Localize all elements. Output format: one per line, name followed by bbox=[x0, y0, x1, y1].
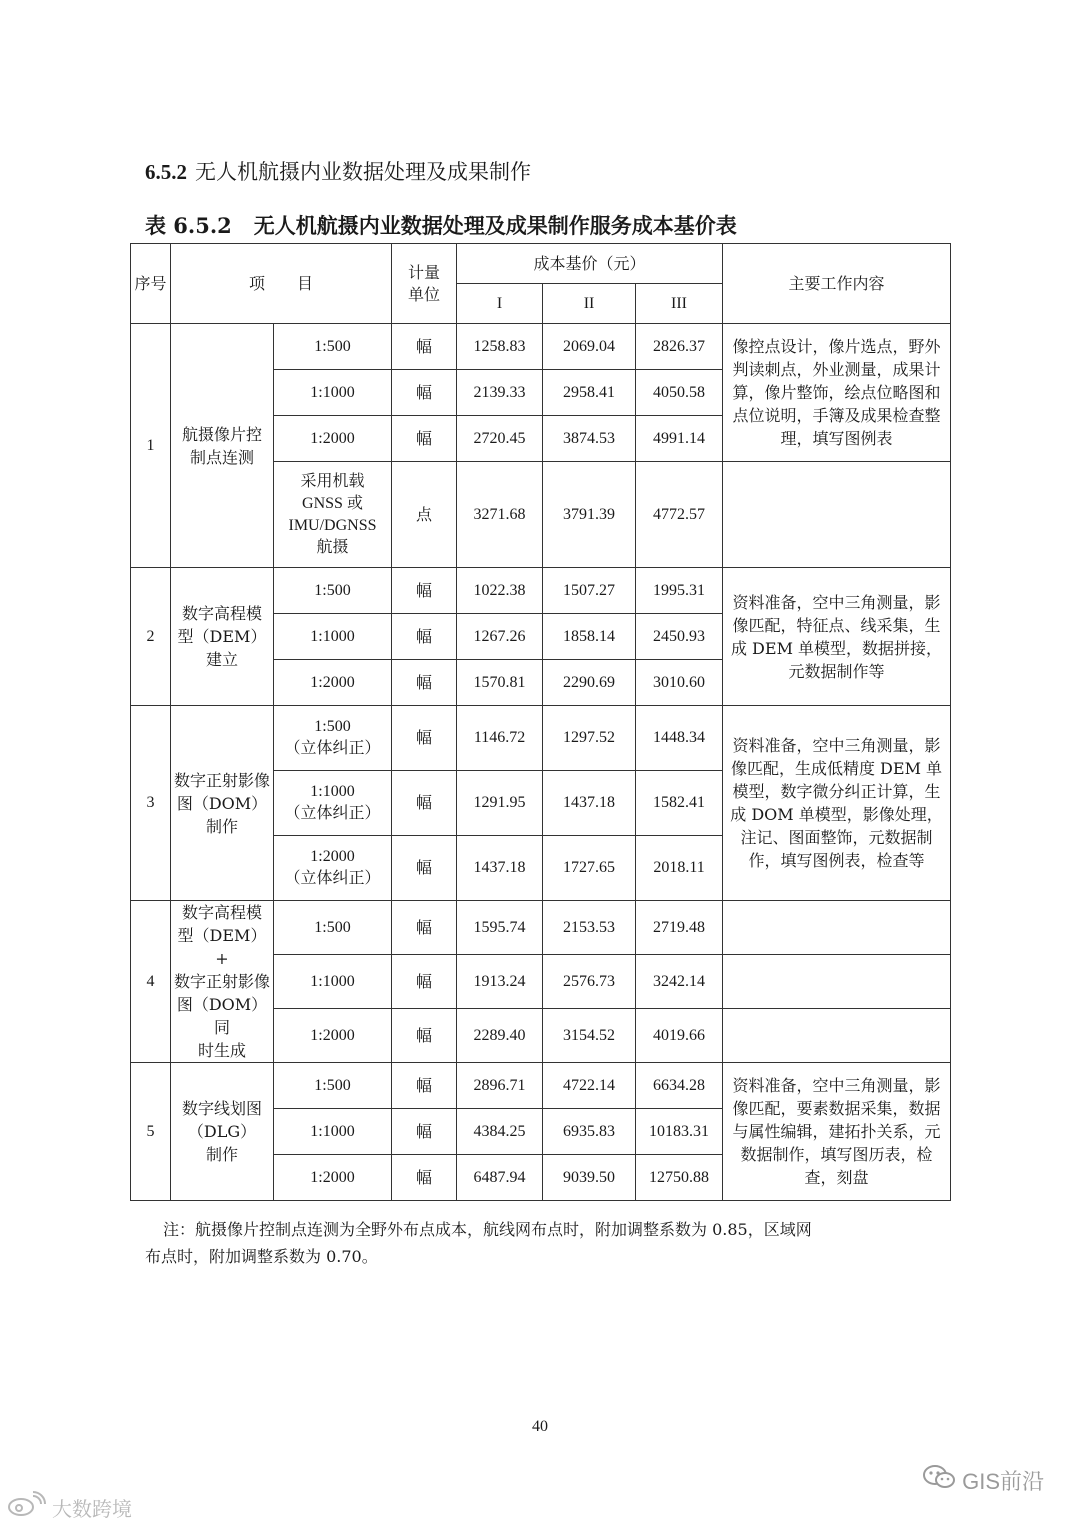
row-seq: 3 bbox=[131, 706, 171, 901]
price-grade-2: 9039.50 bbox=[543, 1155, 636, 1201]
row-project-name bbox=[171, 901, 274, 1063]
section-number: 6.5.2 bbox=[145, 160, 187, 184]
price-grade-1: 1267.26 bbox=[457, 614, 543, 660]
scale-line: 1:1000 bbox=[310, 383, 355, 401]
price-grade-1: 1258.83 bbox=[457, 324, 543, 370]
row-project-name bbox=[171, 706, 274, 901]
row-scale bbox=[274, 901, 392, 955]
row-unit: 幅 bbox=[392, 416, 457, 462]
table-row bbox=[131, 1063, 951, 1109]
header-seq: 序号 bbox=[131, 244, 171, 324]
row-scale bbox=[274, 1155, 392, 1201]
row-scale bbox=[274, 955, 392, 1009]
price-grade-2: 4722.14 bbox=[543, 1063, 636, 1109]
price-grade-1: 1022.38 bbox=[457, 568, 543, 614]
scale-line: 1:1000 bbox=[310, 1122, 355, 1140]
price-grade-3: 6634.28 bbox=[636, 1063, 723, 1109]
price-grade-2: 2153.53 bbox=[543, 901, 636, 955]
price-grade-3: 4772.57 bbox=[636, 462, 723, 568]
section-title: 无人机航摄内业数据处理及成果制作 bbox=[195, 160, 531, 184]
price-grade-3: 4050.58 bbox=[636, 370, 723, 416]
row-scale bbox=[274, 614, 392, 660]
price-grade-3: 1995.31 bbox=[636, 568, 723, 614]
header-grade-3: III bbox=[636, 284, 723, 324]
price-grade-3: 12750.88 bbox=[636, 1155, 723, 1201]
row-unit: 幅 bbox=[392, 955, 457, 1009]
row-scale bbox=[274, 836, 392, 901]
price-grade-3: 3242.14 bbox=[636, 955, 723, 1009]
page-number: 40 bbox=[532, 1418, 548, 1435]
scale-line: （立体纠正） bbox=[284, 740, 381, 757]
price-grade-2: 1727.65 bbox=[543, 836, 636, 901]
project-name-line: 制作 bbox=[205, 1145, 238, 1164]
row-unit: 幅 bbox=[392, 901, 457, 955]
row-unit: 幅 bbox=[392, 568, 457, 614]
row-seq: 2 bbox=[131, 568, 171, 706]
header-grade-2: II bbox=[543, 284, 636, 324]
price-grade-1: 1570.81 bbox=[457, 660, 543, 706]
price-grade-3: 3010.60 bbox=[636, 660, 723, 706]
watermark-gis bbox=[922, 1464, 1044, 1496]
price-grade-1: 2289.40 bbox=[457, 1009, 543, 1063]
scale-line: 1:500 bbox=[314, 337, 351, 355]
row-unit: 幅 bbox=[392, 1009, 457, 1063]
scale-line: 采用机载 bbox=[300, 472, 365, 490]
weibo-icon bbox=[6, 1491, 52, 1523]
price-grade-1: 2139.33 bbox=[457, 370, 543, 416]
row-work-empty bbox=[723, 462, 951, 568]
project-name-line: 制作 bbox=[205, 816, 238, 836]
price-grade-3: 2719.48 bbox=[636, 901, 723, 955]
scale-line: 1:2000 bbox=[310, 429, 355, 447]
price-grade-1: 1437.18 bbox=[457, 836, 543, 901]
project-name-line: 数字线划图 bbox=[181, 1099, 262, 1118]
project-name-line: 数字正射影像 bbox=[174, 770, 271, 790]
row-work-content: 像控点设计，像片选点，野外判读刺点，外业测量，成果计算，像片整饰，绘点位略图和点位说明，手簿及成果检查整理，填写图例表 bbox=[723, 324, 951, 462]
row-scale bbox=[274, 462, 392, 568]
row-seq: 5 bbox=[131, 1063, 171, 1201]
price-grade-2: 3791.39 bbox=[543, 462, 636, 568]
row-work-empty bbox=[723, 955, 951, 1009]
price-grade-3: 1582.41 bbox=[636, 771, 723, 836]
scale-line: 1:2000 bbox=[310, 673, 355, 691]
watermark-gis-text: GIS前沿 bbox=[962, 1468, 1044, 1494]
project-name-line: 图（DOM）同 bbox=[176, 995, 268, 1037]
wechat-icon bbox=[922, 1463, 962, 1497]
row-work-empty bbox=[723, 901, 951, 955]
note-line-1: 注：航摄像片控制点连测为全野外布点成本，航线网布点时，附加调整系数为 0.85，区域网 bbox=[163, 1220, 812, 1239]
price-grade-1: 2720.45 bbox=[457, 416, 543, 462]
row-unit: 幅 bbox=[392, 1063, 457, 1109]
project-name-line: 航摄像片控 bbox=[181, 424, 262, 444]
row-scale bbox=[274, 568, 392, 614]
scale-line: 1:1000 bbox=[310, 627, 355, 645]
row-unit: 幅 bbox=[392, 706, 457, 771]
project-name-line: 型（DEM）+ bbox=[177, 926, 267, 968]
scale-line: IMU/DGNSS bbox=[288, 516, 377, 534]
scale-line: 1:1000 bbox=[310, 783, 355, 800]
price-grade-3: 2826.37 bbox=[636, 324, 723, 370]
price-grade-2: 2069.04 bbox=[543, 324, 636, 370]
table-caption: 无人机航摄内业数据处理及成果制作服务成本基价表 bbox=[253, 213, 737, 238]
price-grade-1: 3271.68 bbox=[457, 462, 543, 568]
row-unit: 幅 bbox=[392, 1155, 457, 1201]
price-grade-2: 1297.52 bbox=[543, 706, 636, 771]
price-grade-3: 10183.31 bbox=[636, 1109, 723, 1155]
table-body bbox=[131, 324, 951, 1201]
row-scale bbox=[274, 416, 392, 462]
price-grade-1: 1595.74 bbox=[457, 901, 543, 955]
scale-line: （立体纠正） bbox=[284, 870, 381, 887]
row-project-name bbox=[171, 1063, 274, 1201]
scale-line: 1:500 bbox=[314, 918, 351, 936]
note-line-2: 布点时，附加调整系数为 0.70。 bbox=[145, 1247, 378, 1266]
row-unit: 幅 bbox=[392, 1109, 457, 1155]
row-scale bbox=[274, 706, 392, 771]
header-row bbox=[131, 244, 951, 284]
section-heading bbox=[145, 158, 531, 186]
row-scale bbox=[274, 771, 392, 836]
header-unit-line2: 单位 bbox=[408, 284, 441, 304]
price-grade-2: 3154.52 bbox=[543, 1009, 636, 1063]
row-scale bbox=[274, 1009, 392, 1063]
scale-line: 1:1000 bbox=[310, 972, 355, 990]
price-grade-2: 3874.53 bbox=[543, 416, 636, 462]
price-grade-2: 2290.69 bbox=[543, 660, 636, 706]
row-project-name bbox=[171, 568, 274, 706]
row-unit: 点 bbox=[392, 462, 457, 568]
price-grade-1: 1146.72 bbox=[457, 706, 543, 771]
table-row bbox=[131, 901, 951, 955]
price-grade-3: 1448.34 bbox=[636, 706, 723, 771]
price-grade-3: 2018.11 bbox=[636, 836, 723, 901]
row-unit: 幅 bbox=[392, 324, 457, 370]
price-grade-1: 1291.95 bbox=[457, 771, 543, 836]
row-seq: 1 bbox=[131, 324, 171, 568]
price-grade-1: 1913.24 bbox=[457, 955, 543, 1009]
row-scale bbox=[274, 1063, 392, 1109]
row-work-content: 资料准备，空中三角测量，影像匹配，生成低精度 DEM 单模型，数字微分纠正计算，生成 DOM 单模型，影像处理，注记、图面整饰，元数据制作，填写图例表，检查等 bbox=[723, 706, 951, 901]
project-name-line: 制点连测 bbox=[189, 447, 254, 467]
row-scale bbox=[274, 1109, 392, 1155]
table-note bbox=[145, 1216, 940, 1270]
scale-line: 1:500 bbox=[314, 718, 351, 735]
scale-line: 1:500 bbox=[314, 1076, 351, 1094]
project-name-line: 数字正射影像 bbox=[174, 972, 271, 991]
row-unit: 幅 bbox=[392, 614, 457, 660]
row-work-empty bbox=[723, 1009, 951, 1063]
row-work-content: 资料准备，空中三角测量，影像匹配，特征点、线采集，生成 DEM 单模型，数据拼接，元数据制作等 bbox=[723, 568, 951, 706]
watermark-left bbox=[6, 1492, 132, 1522]
project-name-line: 型（DEM） bbox=[177, 627, 267, 646]
row-unit: 幅 bbox=[392, 660, 457, 706]
price-grade-2: 1858.14 bbox=[543, 614, 636, 660]
header-cost-group: 成本基价（元） bbox=[457, 244, 723, 284]
header-grade-1: I bbox=[457, 284, 543, 324]
row-unit: 幅 bbox=[392, 370, 457, 416]
header-unit bbox=[392, 244, 457, 324]
row-work-content: 资料准备，空中三角测量，影像匹配，要素数据采集，数据与属性编辑，建拓扑关系，元数据制作，填写图历表，检查，刻盘 bbox=[723, 1063, 951, 1201]
price-grade-1: 2896.71 bbox=[457, 1063, 543, 1109]
scale-line: 1:500 bbox=[314, 581, 351, 599]
project-name-line: 图（DOM） bbox=[176, 793, 268, 813]
table-title bbox=[145, 212, 737, 240]
table-number: 表 6.5.2 bbox=[145, 213, 232, 238]
watermark-left-text: 大数跨境 bbox=[52, 1498, 132, 1521]
price-grade-3: 4991.14 bbox=[636, 416, 723, 462]
scale-line: 1:2000 bbox=[310, 1168, 355, 1186]
table-row bbox=[131, 324, 951, 370]
price-grade-2: 2576.73 bbox=[543, 955, 636, 1009]
header-work: 主要工作内容 bbox=[723, 244, 951, 324]
price-grade-1: 6487.94 bbox=[457, 1155, 543, 1201]
scale-line: 航摄 bbox=[316, 538, 349, 556]
price-grade-3: 4019.66 bbox=[636, 1009, 723, 1063]
cost-table bbox=[130, 243, 951, 1201]
scale-line: 1:2000 bbox=[310, 848, 355, 865]
scale-line: GNSS 或 bbox=[302, 494, 363, 512]
row-unit: 幅 bbox=[392, 836, 457, 901]
row-seq: 4 bbox=[131, 901, 171, 1063]
project-name-line: 数字高程模 bbox=[181, 604, 262, 623]
price-grade-2: 2958.41 bbox=[543, 370, 636, 416]
table-row bbox=[131, 568, 951, 614]
scale-line: 1:2000 bbox=[310, 1026, 355, 1044]
price-grade-2: 1437.18 bbox=[543, 771, 636, 836]
price-grade-3: 2450.93 bbox=[636, 614, 723, 660]
row-scale bbox=[274, 660, 392, 706]
header-unit-line1: 计量 bbox=[408, 262, 441, 282]
row-unit: 幅 bbox=[392, 771, 457, 836]
header-item: 项 目 bbox=[171, 244, 392, 324]
project-name-line: 数字高程模 bbox=[181, 903, 262, 922]
row-project-name bbox=[171, 324, 274, 568]
scale-line: （立体纠正） bbox=[284, 805, 381, 822]
price-grade-2: 6935.83 bbox=[543, 1109, 636, 1155]
row-scale bbox=[274, 324, 392, 370]
table-row bbox=[131, 706, 951, 771]
project-name-line: 时生成 bbox=[197, 1041, 246, 1060]
project-name-line: 建立 bbox=[205, 650, 238, 669]
price-grade-2: 1507.27 bbox=[543, 568, 636, 614]
project-name-line: （DLG） bbox=[187, 1122, 257, 1141]
row-scale bbox=[274, 370, 392, 416]
price-grade-1: 4384.25 bbox=[457, 1109, 543, 1155]
